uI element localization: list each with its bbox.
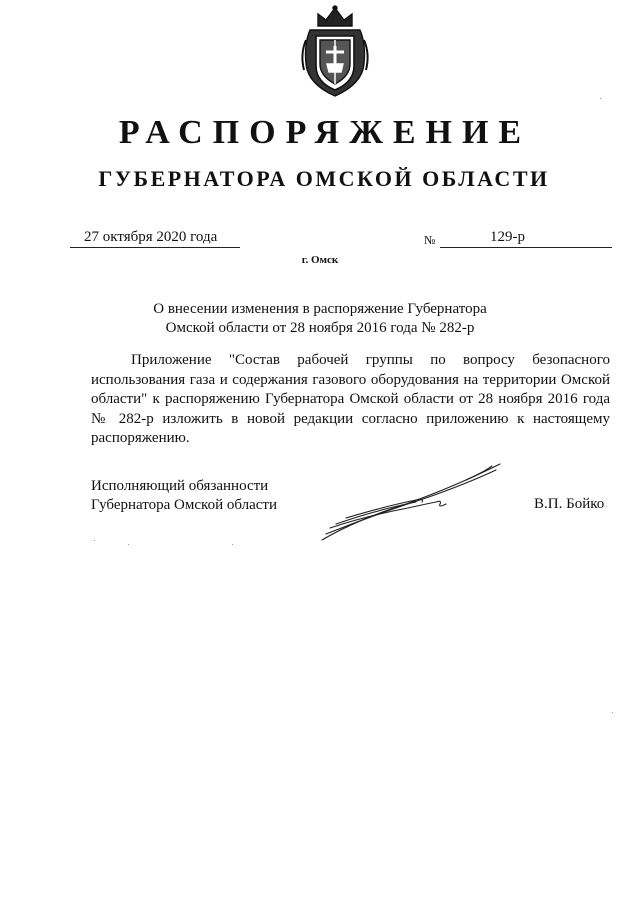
signatory-position	[91, 477, 277, 515]
scan-speck	[94, 540, 95, 541]
signatory-position-line-2: Губернатора Омской области	[91, 497, 277, 513]
document-type-title: РАСПОРЯЖЕНИЕ	[118, 114, 532, 151]
document-subject	[150, 300, 490, 338]
document-date: 27 октября 2020 года	[84, 229, 218, 245]
date-underline	[70, 247, 240, 248]
signatory-name: В.П. Бойко	[534, 496, 605, 512]
scan-speck	[612, 712, 613, 713]
number-underline	[440, 247, 612, 248]
issuing-authority: ГУБЕРНАТОРА ОМСКОЙ ОБЛАСТИ	[98, 166, 550, 191]
coat-of-arms-emblem	[296, 4, 374, 100]
scan-speck	[128, 544, 129, 545]
body-paragraph: Приложение "Состав рабочей группы по вопросу безопасного использования газа и содержания газового оборудования на территории Омской области" к распоряжению Губернатора Омской области от 28 ноября 2016 года № 282-р изложить в новой редакции согласно приложению к настоящему распоряжению.	[91, 352, 610, 446]
document-body	[91, 351, 610, 449]
number-sign: №	[424, 233, 436, 247]
city-of-issue: г. Омск	[301, 254, 339, 266]
document-date-field	[70, 229, 240, 246]
subject-line-1: О внесении изменения в распоряжение Губернатора	[153, 301, 487, 317]
document-number: 129-р	[490, 229, 525, 245]
scan-speck	[232, 544, 233, 545]
scan-speck	[600, 98, 601, 99]
subject-line-2: Омской области от 28 ноября 2016 года № 282-р	[165, 320, 475, 336]
signatory-position-line-1: Исполняющий обязанности	[91, 478, 269, 494]
handwritten-signature	[316, 458, 506, 546]
